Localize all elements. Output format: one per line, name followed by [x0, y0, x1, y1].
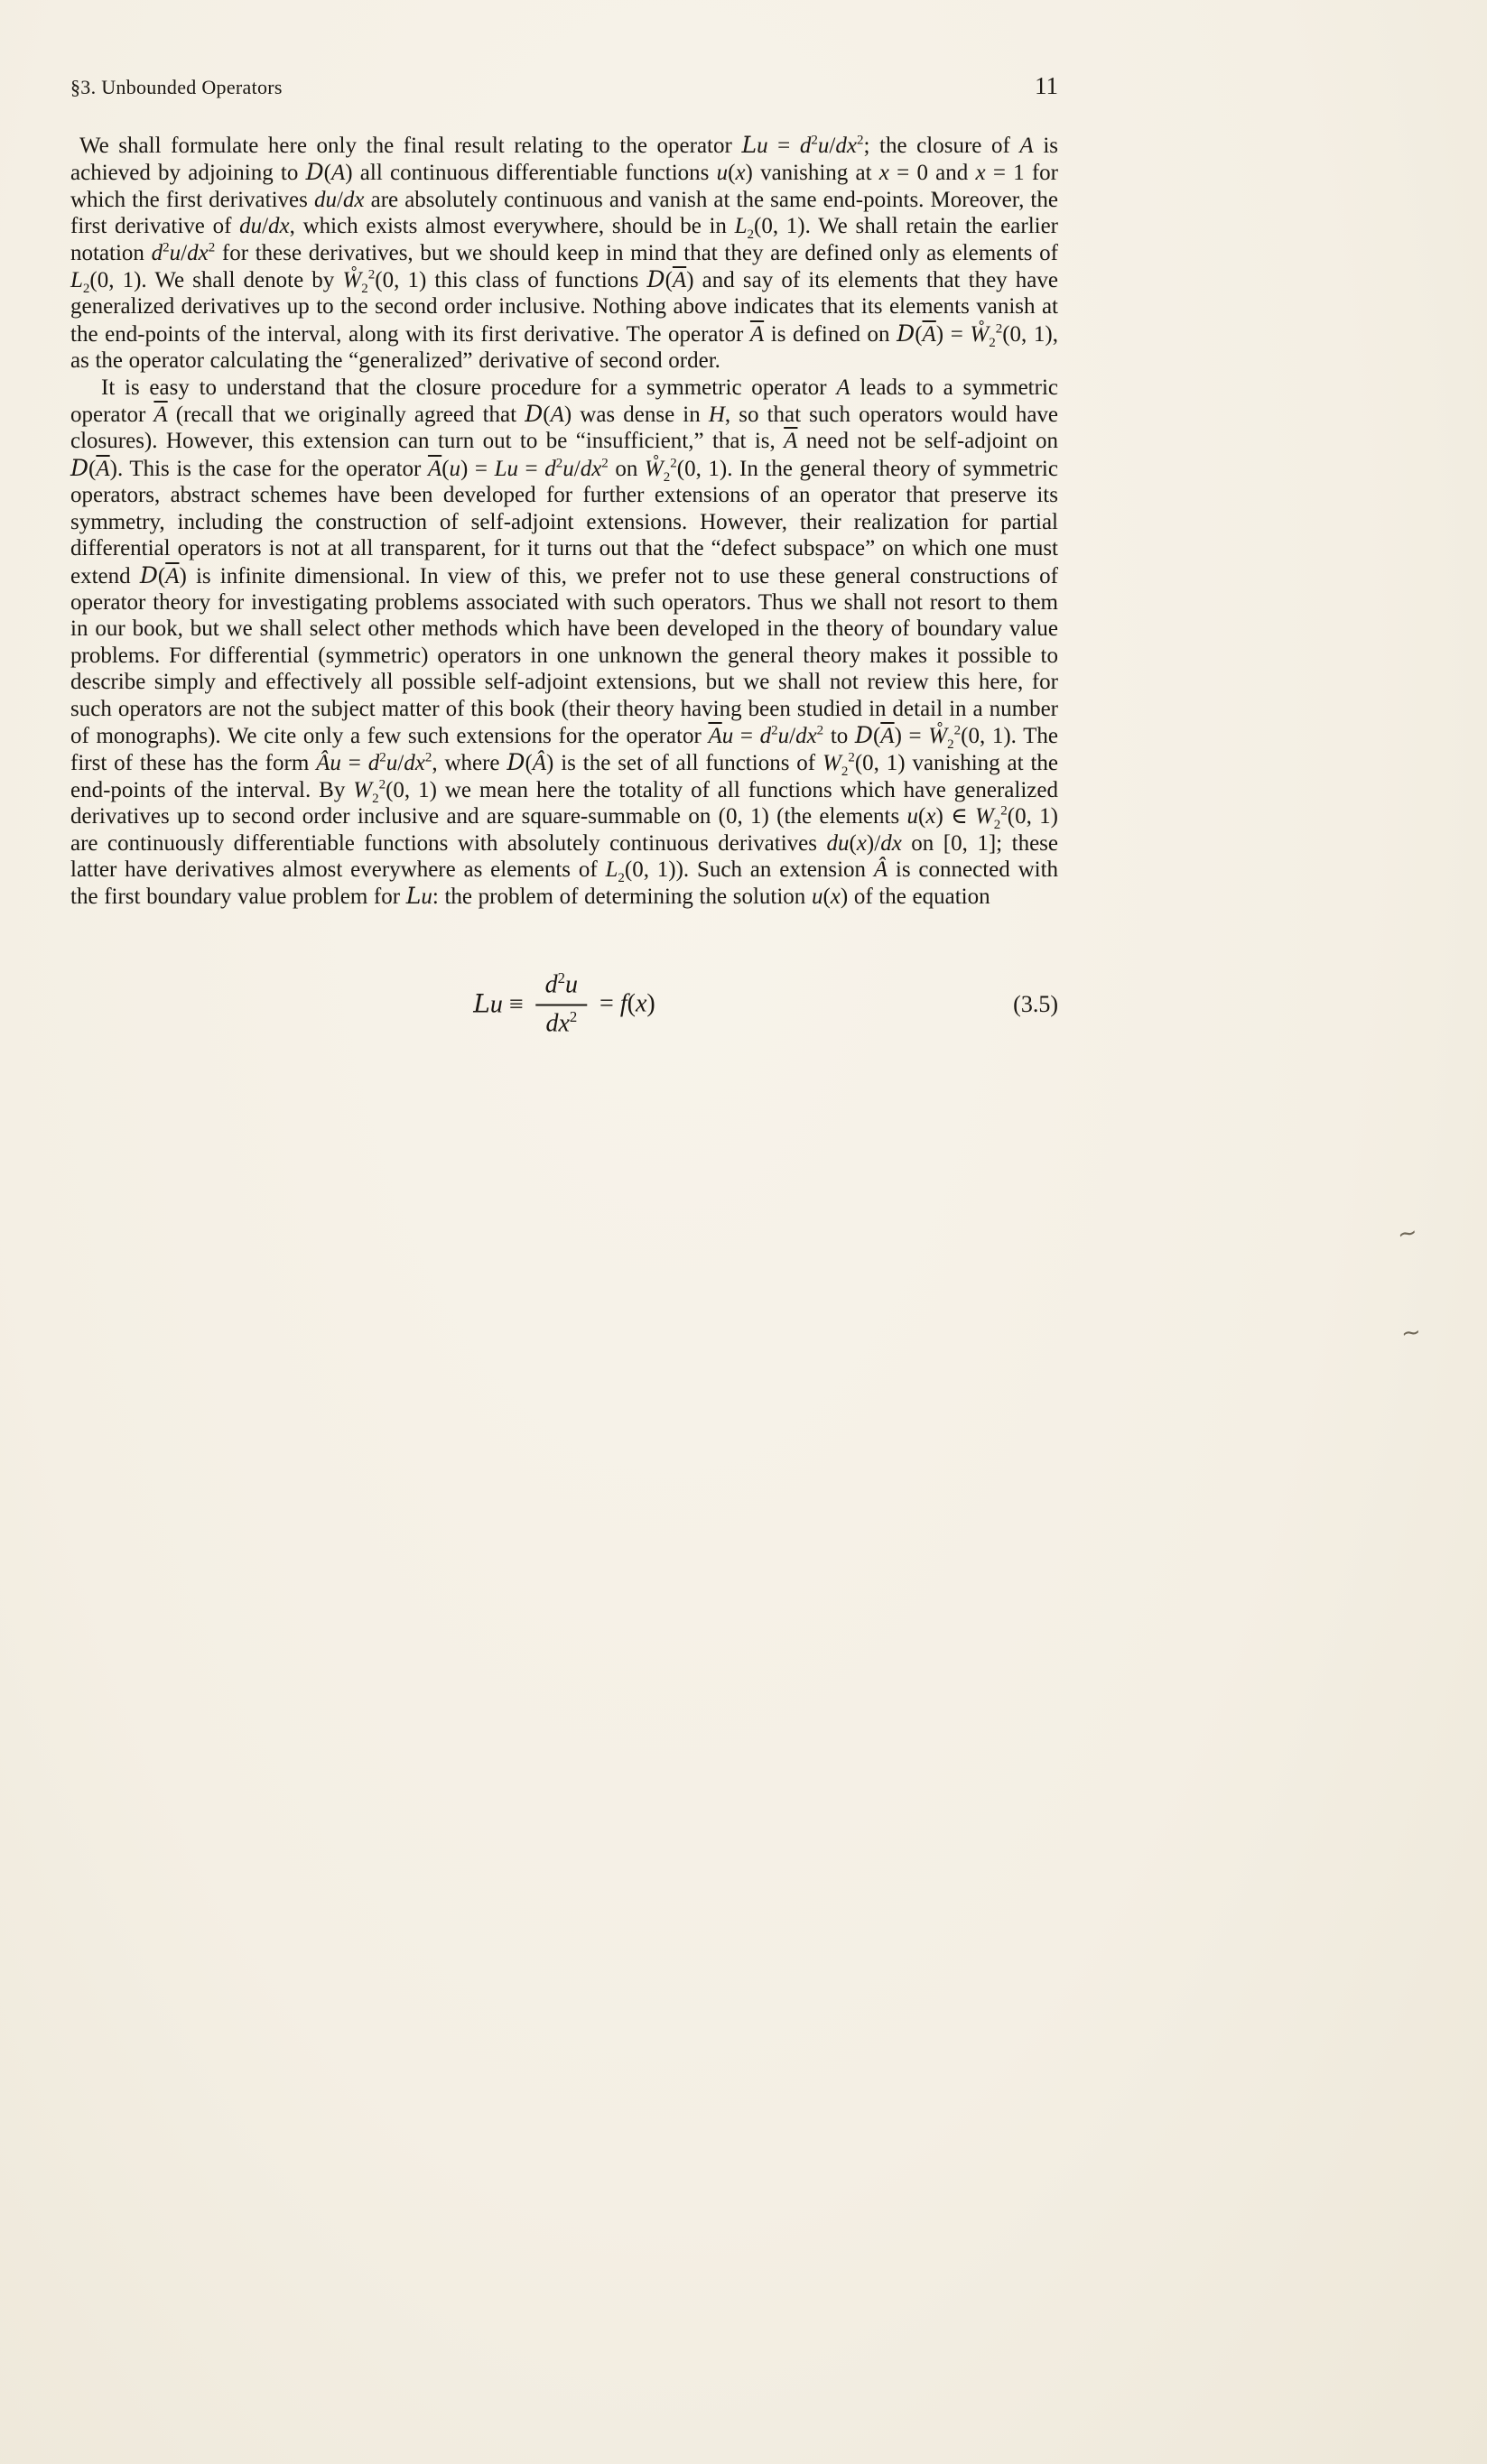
fraction-numerator: $d^2u$: [536, 970, 587, 1005]
equation-number: (3.5): [1013, 990, 1058, 1017]
scan-artifact-mark: ~: [1395, 1218, 1420, 1249]
scan-artifact-mark: ~: [1399, 1318, 1423, 1348]
equation-lhs: Lu ≡: [473, 988, 524, 1019]
body-text: [70, 132, 1058, 1055]
equation-rhs: = f(x): [599, 989, 655, 1018]
page-header: [70, 72, 1058, 100]
display-equation: [70, 954, 1058, 1055]
page-number: 11: [1035, 72, 1058, 99]
fraction-denominator: $dx^2$: [545, 1007, 578, 1038]
section-heading: §3. Unbounded Operators: [70, 76, 283, 98]
equation-fraction: [536, 970, 587, 1038]
equation-body: [473, 970, 655, 1038]
paragraph-2: It is easy to understand that the closure procedure for a symmetric operator A leads to a symmetric operator $\overline{A}$ (recall that we originally agreed that D(A) was dense in H, so that such operators would have closures). However, this extension can turn out to be “insufficient,” that is, $\overline{A}$ need not be self-adjoint on $D(\overline{A})$. This is the case for the operator $\overline{A}(u) = Lu = d^2u/dx^2$ on $W̊_2^2(0$, 1). In the general theory of symmetric operators, abstract schemes have been developed for further extensions of an operator that preserve its symmetry, including the construction of self-adjoint extensions. However, their realization for partial differential operators is not at all transparent, for it turns out that the “defect subspace” on which one must extend $D(\overline{A})$ is infinite dimensional. In view of this, we prefer not to use these general constructions of operator theory for investigating problems associated with such operators. Thus we shall not resort to them in our book, but we shall select other methods which have been developed in the theory of boundary value problems. For differential (symmetric) operators in one unknown the general theory makes it possible to describe simply and effectively all possible self-adjoint extensions, but we shall not review this here, for such operators are not the subject matter of this book (their theory having been studied in detail in a number of monographs). We cite only a few such extensions for the operator $\overline{A}u = d^2u/dx^2$ to $D(\overline{A})$ = $W̊_2^2(0$, 1). The first of these has the form Âu = $d^2u/dx^2$, where D(Â) is the set of all functions of $W_2^2(0$, 1) vanishing at the end-points of the interval. By $W_2^2(0$, 1) we mean here the totality of all functions which have generalized derivatives up to second order inclusive and are square-summable on (0, 1) (the elements u(x) ∈ $W_2^2(0$, 1) are continuously differentiable functions with absolutely continuous derivatives du(x)/dx on [0, 1]; these latter have derivatives almost everywhere as elements of $L_2(0$, 1)). Such an extension Â is connected with the first boundary value problem for Lu: the problem of determining the solution u(x) of the equation: [70, 375, 1059, 910]
paragraph-1: We shall formulate here only the final result relating to the operator $Lu = d^2u/dx^2$; the closure of A is achieved by adjoining to D(A) all continuous differentiable functions u(x) vanishing at x = 0 and x = 1 for which the first derivatives du/dx are absolutely continuous and vanish at the same end-points. Moreover, the first derivative of du/dx, which exists almost everywhere, should be in $L_2(0$, 1). We shall retain the earlier notation $d^2u/dx^2$ for these derivatives, but we should keep in mind that they are defined only as elements of $L_2(0$, 1). We shall denote by $W̊_2^2(0$, 1) this class of functions $D(\overline{A})$ and say of its elements that they have generalized derivatives up to the second order inclusive. Nothing above indicates that its elements vanish at the end-points of the interval, along with its first derivative. The operator $\overline{A}$ is defined on $D(\overline{A})$ = $W̊_2^2(0$, 1), as the operator calculating the “generalized” derivative of second order.: [70, 132, 1059, 374]
